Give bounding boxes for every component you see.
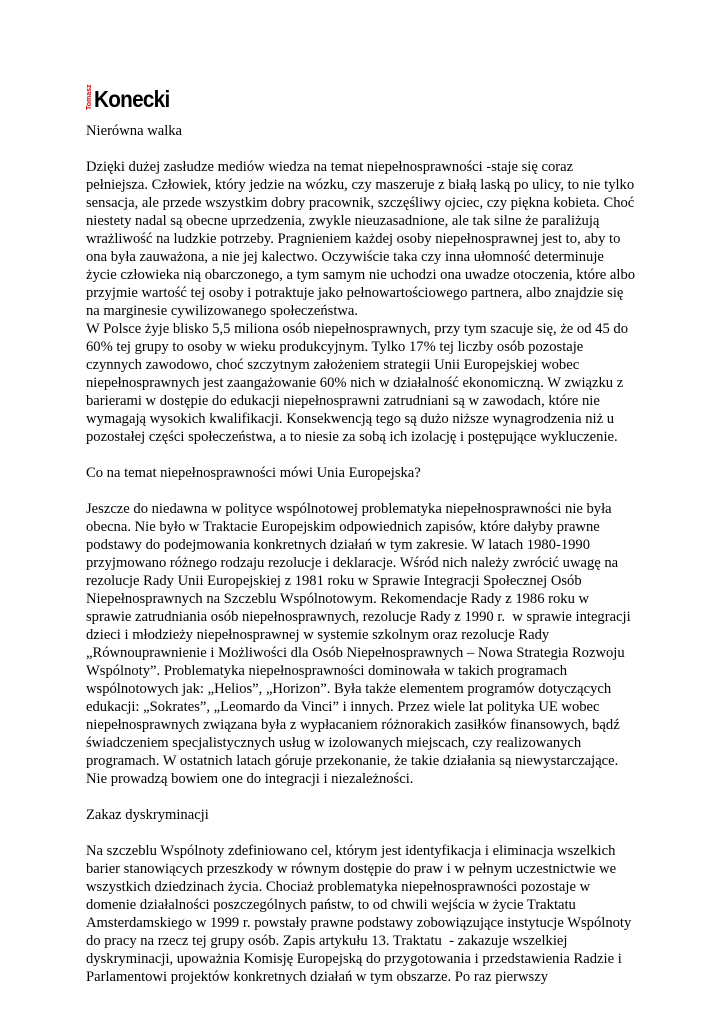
text-line: do pracy na rzecz tej grupy osób. Zapis artykułu 13. Traktatu - zakazuje wszelkiej [86, 933, 568, 949]
article-title: Nierówna walka [86, 123, 183, 139]
text-line: wrażliwość na ludzkie potrzeby. Pragnieniem każdej osoby niepełnosprawnej jest to, aby to [86, 231, 621, 247]
text-line: W Polsce żyje blisko 5,5 miliona osób niepełnosprawnych, przy tym szacuje się, że od 45 do [86, 321, 629, 337]
text-line: dyskryminacji, upoważnia Komisję Europejską do przygotowania i przedstawienia Radzie i [86, 951, 622, 967]
text-line: edukacji: „Sokrates”, „Leomardo da Vinci” i innych. Przez wiele lat polityka UE wobec [86, 699, 600, 715]
text-line: „Równouprawnienie i Możliwości dla Osób Niepełnosprawnych – Nowa Strategia Rozwoju [86, 645, 625, 661]
text-line: pełniejsza. Człowiek, który jedzie na wózku, czy maszeruje z białą laską po ulicy, to nie tylko [86, 177, 635, 193]
text-line: Niepełnosprawnych na Szczeblu Wspólnotowym. Rekomendacje Rady z 1986 roku w [86, 591, 590, 607]
text-line: Jeszcze do niedawna w polityce wspólnotowej problematyka niepełnosprawności nie była [86, 501, 612, 517]
text-line: rezolucje Rady Unii Europejskiej z 1981 roku w Sprawie Integracji Społecznej Osób [86, 573, 582, 589]
paragraph-1 [86, 158, 646, 446]
text-line: Wspólnoty”. Problematyka niepełnosprawności dominowała w takich programach [86, 663, 568, 679]
text-line: barierami w dostępie do edukacji niepełnosprawni zatrudniani są w zawodach, które nie [86, 393, 600, 409]
text-line: ona była zauważona, a nie jej kalectwo. Oczywiście taka czy inna ułomność determinuje [86, 249, 604, 265]
text-line: Nie prowadzą bowiem one do integracji i niezależności. [86, 771, 414, 787]
article-body [86, 122, 646, 986]
section-heading-eu: Co na temat niepełnosprawności mówi Unia Europejska? [86, 465, 421, 481]
text-line: niestety nadal są obecne uprzedzenia, zwykle nieuzasadnione, ale tak silne że paraliżują [86, 213, 600, 229]
text-line: Amsterdamskiego w 1999 r. powstały prawne podstawy zobowiązujące instytucje Wspólnoty [86, 915, 632, 931]
text-line: Na szczeblu Wspólnoty zdefiniowano cel, którym jest identyfikacja i eliminacja wszelkich [86, 843, 616, 859]
text-line: obecna. Nie było w Traktacie Europejskim odpowiednich zapisów, które dałyby prawne [86, 519, 600, 535]
text-line: życie człowieka nią obarczonego, a tym samym nie uchodzi ona uwadze otoczenia, które albo [86, 267, 636, 283]
konecki-logo [86, 84, 178, 112]
text-line: na marginesie cywilizowanego społeczeństwa. [86, 303, 359, 319]
text-line: przyjmowano różnego rodzaju rezolucje i deklaracje. Wśród nich należy zwrócić uwagę na [86, 555, 619, 571]
text-line: niepełnosprawnych związana była z wypłacaniem różnorakich zasiłków finansowych, bądź [86, 717, 620, 733]
text-line: domenie działalności poszczególnych państw, to od chwili wejścia w życie Traktatu [86, 897, 576, 913]
text-line: Parlamentowi projektów konkretnych działań w tym obszarze. Po raz pierwszy [86, 969, 548, 985]
logo-small-text: Tomasz [86, 84, 93, 110]
paragraph-3 [86, 842, 646, 986]
text-line: Dzięki dużej zasłudze mediów wiedza na temat niepełnosprawności -staje się coraz [86, 159, 574, 175]
text-line: świadczeniem specjalistycznych usług w izolowanych miejscach, czy realizowanych [86, 735, 582, 751]
text-line: podstawy do podejmowania konkretnych działań w tym zakresie. W latach 1980-1990 [86, 537, 591, 553]
text-line: wspólnotowych jak: „Helios”, „Horizon”. Była także elementem programów dotyczących [86, 681, 612, 697]
section-heading-discrimination: Zakaz dyskryminacji [86, 807, 209, 823]
text-line: 60% tej grupy to osoby w wieku produkcyjnym. Tylko 17% tej liczby osób pozostaje [86, 339, 584, 355]
text-line: dzieci i młodzieży niepełnosprawnej w systemie szkolnym oraz rezolucje Rady [86, 627, 550, 643]
text-line: przyjmie wartość tej osoby i potraktuje jako pełnowartościowego partnera, albo znajdzie się [86, 285, 624, 301]
text-line: wszystkich dziedzinach życia. Chociaż problematyka niepełnosprawności pozostaje w [86, 879, 591, 895]
text-line: sensacja, ale przede wszystkim dobry pracownik, szczęśliwy ojciec, czy piękna kobieta. Choć [86, 195, 635, 211]
text-line: programach. W ostatnich latach góruje przekonanie, że takie działania są niewystarczające. [86, 753, 619, 769]
text-line: czynnych zawodowo, choć szczytnym założeniem strategii Unii Europejskiej wobec [86, 357, 580, 373]
logo-main-text: Konecki [94, 86, 170, 112]
text-line: niepełnosprawnych jest zaangażowanie 60% nich w działalność ekonomiczną. W związku z [86, 375, 624, 391]
text-line: pozostałej części społeczeństwa, a to niesie za sobą ich izolację i postępujące wykluczenie. [86, 429, 618, 445]
text-line: barier stanowiących przeszkody w równym dostępie do praw i w pełnym uczestnictwie we [86, 861, 617, 877]
text-line: sprawie zatrudniania osób niepełnosprawnych, rezolucje Rady z 1990 r. w sprawie integracji [86, 609, 631, 625]
text-line: wymagają wysokich kwalifikacji. Konsekwencją tego są dużo niższe wynagrodzenia niż u [86, 411, 615, 427]
paragraph-2 [86, 500, 646, 788]
